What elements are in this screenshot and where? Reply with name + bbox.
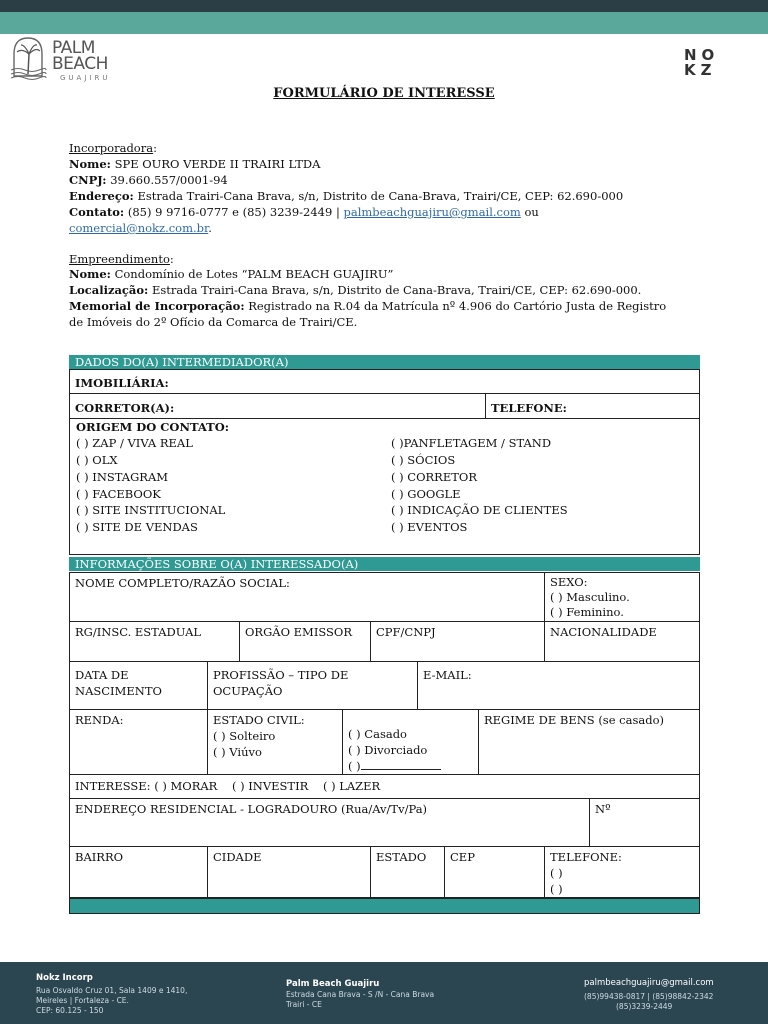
email-link-palmbeach[interactable]: palmbeachguajiru@gmail.com (343, 205, 521, 219)
footer-palm-address-1: Estrada Cana Brava - S /N - Cana Brava (286, 990, 435, 999)
origem-option-corretor[interactable]: ( ) CORRETOR (391, 470, 477, 484)
profissao-field[interactable] (207, 661, 418, 710)
footer-palm-title: Palm Beach Guajiru (286, 979, 380, 989)
estado-civil-field-2 (342, 709, 479, 775)
telefone-corretor-field[interactable] (485, 393, 700, 419)
logo-text-guajiru: GUAJIRU (60, 74, 111, 82)
empreendimento-memorial-2: de Imóveis do 2º Ofício da Comarca de Trairi/CE. (69, 315, 358, 329)
estado-civil-solteiro-option[interactable]: ( ) Solteiro (213, 729, 276, 743)
footer-email[interactable]: palmbeachguajiru@gmail.com (584, 978, 714, 988)
sexo-masculino-option[interactable]: ( ) Masculino. (550, 590, 630, 604)
regime-bens-field[interactable] (478, 709, 700, 775)
footer-phones: (85)99438-0817 | (85)98842-2342 (584, 992, 714, 1001)
email-label: E-MAIL: (423, 668, 472, 682)
estado-civil-casado-option[interactable]: ( ) Casado (348, 727, 407, 741)
sexo-label: SEXO: (550, 575, 588, 589)
nome-completo-label: NOME COMPLETO/RAZÃO SOCIAL: (75, 576, 290, 590)
interesse-row (69, 774, 700, 799)
footer-nokz-cep: CEP: 60.125 - 150 (36, 1006, 104, 1015)
incorporadora-nome: Nome: SPE OURO VERDE II TRAIRI LTDA (69, 157, 321, 171)
renda-label: RENDA: (75, 713, 124, 727)
incorporadora-contato: Contato: (85) 9 9716-0777 e (85) 3239-2449 | palmbeachguajiru@gmail.com ou (69, 205, 539, 219)
regime-bens-label: REGIME DE BENS (se casado) (484, 713, 664, 727)
email-field[interactable] (417, 661, 700, 710)
top-bar (0, 0, 768, 12)
imobiliaria-field[interactable] (69, 369, 700, 394)
rg-field[interactable] (69, 621, 240, 662)
nokz-logo (684, 48, 732, 82)
origem-option-panfletagem[interactable]: ( )PANFLETAGEM / STAND (391, 436, 552, 450)
origem-option-site-vendas[interactable]: ( ) SITE DE VENDAS (76, 520, 198, 534)
section-header-intermediador: DADOS DO(A) INTERMEDIADOR(A) (69, 355, 700, 369)
logo-text-beach: BEACH (52, 54, 108, 74)
footer-nokz-address-1: Rua Osvaldo Cruz 01, Sala 1409 e 1410, (36, 986, 188, 995)
profissao-label: PROFISSÃO – TIPO DE (213, 668, 349, 682)
origem-option-socios[interactable]: ( ) SÓCIOS (391, 453, 456, 467)
footer-palm-address-2: Trairi - CE (286, 1000, 322, 1009)
estado-civil-outro-blank (361, 759, 441, 770)
telefone-corretor-label: TELEFONE: (491, 401, 567, 415)
footer-nokz-address-2: Meireles | Fortaleza - CE. (36, 996, 129, 1005)
empreendimento-memorial: Memorial de Incorporação: Registrado na R.04 da Matrícula nº 4.906 do Cartório Justa de Registro (69, 299, 667, 313)
cpf-field[interactable] (370, 621, 545, 662)
interesse-lazer-option[interactable]: ( ) LAZER (322, 779, 381, 793)
estado-civil-divorciado-option[interactable]: ( ) Divorciado (348, 743, 428, 757)
email-link-nokz[interactable]: comercial@nokz.com.br (69, 221, 209, 235)
estado-civil-field (207, 709, 343, 775)
estado-civil-outro-option[interactable]: ( ) (348, 758, 473, 774)
origem-option-instagram[interactable]: ( ) INSTAGRAM (76, 470, 169, 484)
palm-beach-logo (8, 36, 118, 86)
corretor-label: CORRETOR(A): (75, 401, 175, 415)
estado-civil-label: ESTADO CIVIL: (213, 713, 305, 727)
data-nascimento-field[interactable] (69, 661, 208, 710)
interesse-investir-option[interactable]: ( ) INVESTIR (231, 779, 309, 793)
footer-phone-2: (85)3239-2449 (616, 1002, 673, 1011)
orgao-emissor-label: ORGÃO EMISSOR (245, 625, 353, 639)
estado-civil-viuvo-option[interactable]: ( ) Viúvo (213, 745, 262, 759)
palm-tree-icon (8, 36, 48, 82)
numero-label: Nº (595, 802, 611, 816)
cpf-label: CPF/CNPJ (376, 625, 436, 639)
origem-option-indicacao[interactable]: ( ) INDICAÇÃO DE CLIENTES (391, 503, 568, 517)
empreendimento-heading: Empreendimento: (69, 252, 174, 266)
table-bottom-strip (69, 898, 700, 914)
corretor-field[interactable] (69, 393, 486, 419)
bairro-label: BAIRRO (75, 850, 124, 864)
bairro-field[interactable] (69, 846, 208, 898)
nokz-logo-line2: KZ (684, 61, 717, 79)
cidade-label: CIDADE (213, 850, 262, 864)
origem-option-site-institucional[interactable]: ( ) SITE INSTITUCIONAL (76, 503, 226, 517)
rg-label: RG/INSC. ESTADUAL (75, 625, 202, 639)
incorporadora-cnpj: CNPJ: 39.660.557/0001-94 (69, 173, 228, 187)
imobiliaria-label: IMOBILIÁRIA: (75, 376, 169, 390)
data-nascimento-label-2: NASCIMENTO (75, 684, 162, 698)
footer-nokz-title: Nokz Incorp (36, 973, 93, 983)
empreendimento-localizacao: Localização: Estrada Trairi-Cana Brava, s/n, Distrito de Cana-Brava, Trairi/CE, CEP: 62.690-000. (69, 283, 642, 297)
origem-option-zap[interactable]: ( ) ZAP / VIVA REAL (76, 436, 193, 450)
origem-option-olx[interactable]: ( ) OLX (76, 453, 118, 467)
telefone-interessado-field[interactable] (544, 846, 700, 898)
origem-option-eventos[interactable]: ( ) EVENTOS (391, 520, 468, 534)
telefone-interessado-label: TELEFONE: (550, 850, 622, 864)
endereco-residencial-field[interactable] (69, 798, 590, 847)
nome-completo-field[interactable] (69, 572, 545, 622)
numero-field[interactable] (589, 798, 700, 847)
interesse-label: INTERESSE: (75, 779, 151, 793)
nacionalidade-label: NACIONALIDADE (550, 625, 657, 639)
estado-field[interactable] (370, 846, 445, 898)
incorporadora-endereco: Endereço: Estrada Trairi-Cana Brava, s/n, Distrito de Cana-Brava, Trairi/CE, CEP: 62.690-000 (69, 189, 624, 203)
interesse-morar-option[interactable]: ( ) MORAR (154, 779, 218, 793)
cidade-field[interactable] (207, 846, 371, 898)
top-accent-bar (0, 12, 768, 34)
incorporadora-contato-2: comercial@nokz.com.br. (69, 221, 212, 235)
sexo-feminino-option[interactable]: ( ) Feminino. (550, 605, 624, 619)
page-footer (0, 962, 768, 1024)
cep-label: CEP (450, 850, 475, 864)
renda-field[interactable] (69, 709, 208, 775)
orgao-emissor-field[interactable] (239, 621, 371, 662)
cep-field[interactable] (444, 846, 545, 898)
telefone-1-slot[interactable]: ( ) (550, 866, 563, 880)
origem-option-google[interactable]: ( ) GOOGLE (391, 487, 461, 501)
nokz-logo-line1: NO (684, 46, 720, 64)
estado-label: ESTADO (376, 850, 427, 864)
logo-text-palm: PALM (52, 38, 95, 58)
origem-contato-label: ORIGEM DO CONTATO: (76, 420, 229, 434)
profissao-label-2: OCUPAÇÃO (213, 684, 283, 698)
telefone-2-slot[interactable]: ( ) (550, 882, 563, 896)
endereco-residencial-label: ENDEREÇO RESIDENCIAL - LOGRADOURO (Rua/Av/Tv/Pa) (75, 802, 428, 816)
section-header-interessado: INFORMAÇÕES SOBRE O(A) INTERESSADO(A) (69, 557, 700, 571)
sexo-field (544, 572, 700, 622)
origem-option-facebook[interactable]: ( ) FACEBOOK (76, 487, 161, 501)
empreendimento-nome: Nome: Condomínio de Lotes “PALM BEACH GUAJIRU” (69, 267, 394, 281)
data-nascimento-label: DATA DE (75, 668, 129, 682)
incorporadora-heading: Incorporadora: (69, 141, 157, 155)
form-title: FORMULÁRIO DE INTERESSE (273, 86, 495, 101)
nacionalidade-field[interactable] (544, 621, 700, 662)
